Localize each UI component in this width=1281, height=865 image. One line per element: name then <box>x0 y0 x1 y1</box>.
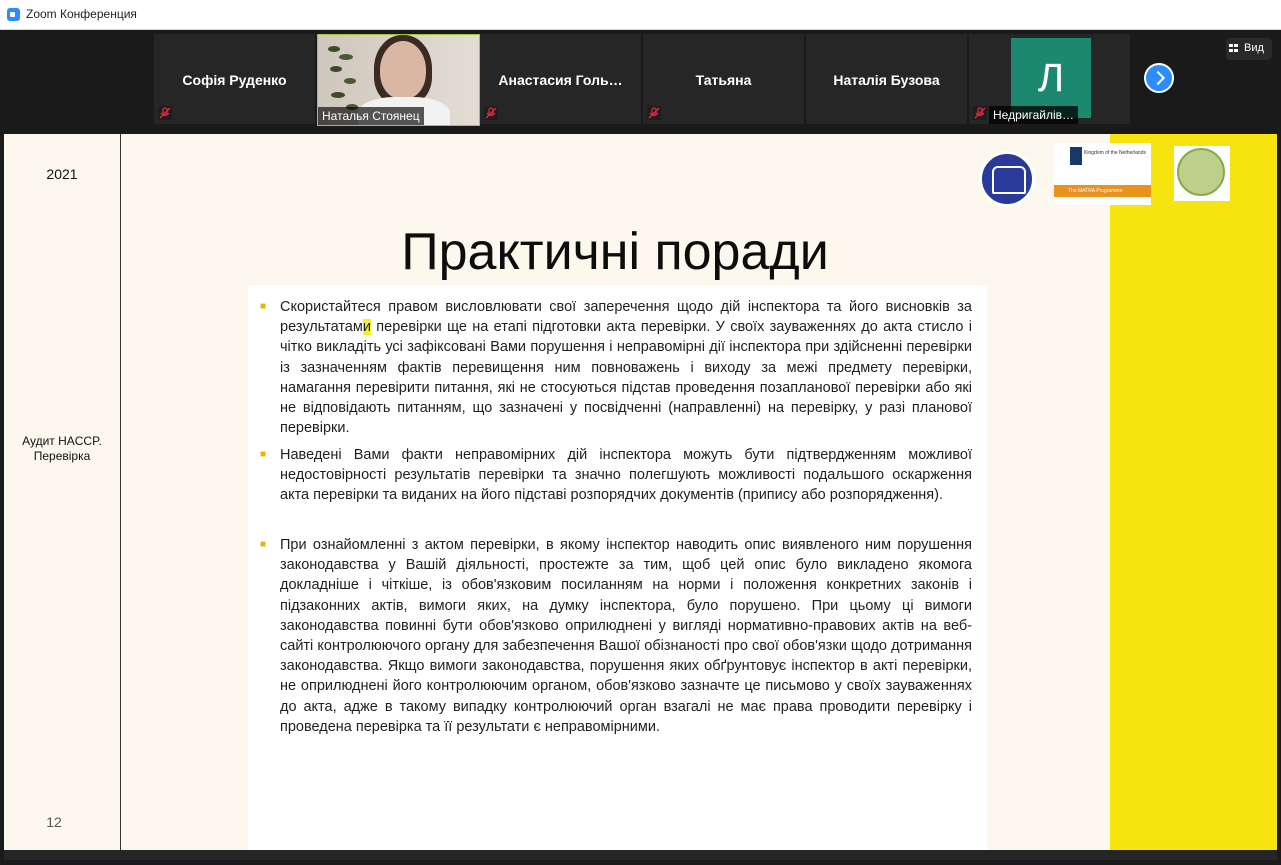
bullet-item <box>260 445 972 506</box>
participant-tile[interactable] <box>806 34 967 124</box>
crest-logo <box>979 151 1035 207</box>
window-title: Zoom Конференция <box>26 7 137 21</box>
participant-name: Недригайлів… <box>989 106 1078 124</box>
netherlands-logo: Kingdom of the Netherlands The MATRA Programme <box>1054 143 1151 205</box>
bottom-bar <box>4 850 1277 860</box>
slide-left-panel <box>4 134 121 850</box>
participant-tile[interactable] <box>643 34 804 124</box>
bullet-icon: ■ <box>260 539 267 550</box>
side-note-line: Аудит HACCP. <box>22 434 102 448</box>
participant-name: Наталья Стоянец <box>318 107 424 125</box>
view-button[interactable] <box>1226 38 1272 60</box>
organization-logo <box>1174 146 1230 201</box>
grid-icon <box>1229 44 1239 53</box>
muted-mic-icon <box>973 106 987 120</box>
next-page-button[interactable] <box>1144 63 1174 93</box>
bullet-item <box>260 297 972 438</box>
participant-name: Софія Руденко <box>182 72 287 88</box>
bullet-icon: ■ <box>260 301 267 312</box>
slide-title: Практичні поради <box>401 223 829 281</box>
bullet-text: Наведені Вами факти неправомірних дій інспектора можуть бути підтвердженням можливої недостовірності результатів перевірки та значно полегшують можливості подальшого оскарження акта перевірки та виданих на його підставі розпорядчих документів (припису або розпорядження). <box>280 447 972 504</box>
bullet-text: При ознайомленні з актом перевірки, в якому інспектор наводить опис виявленого ним порушення законодавства у Вашій діяльності, простежте за тим, щоб цей опис було викладено якомога докладніше і чіткіше, із обов'язковим посиланням на норми і положення конкретних законів і підзаконних актів, вимоги яких, на думку інспектора, було порушено. При цьому ці вимоги законодавства повинні бути обов'язково оприлюднені у вигляді нормативно-правових актів на веб-сайті контролюючого органу для забезпечення Вашої обізнаності про свої обов'язки щодо дотримання законодавства. Якщо вимоги законодавства, порушення яких обґрунтовує інспектор в акті перевірки, не оприлюднені його контролюючим органом, обов'язково зазначте це письмово у своїх зауваженнях до акта, адже в такому випадку контролюючий орган взагалі не має права проводити перевірку і проведена перевірка та її результати є неправомірними. <box>280 537 972 735</box>
bullet-text: перевірки ще на етапі підготовки акта перевірки. У своїх зауваженнях до акта стисло і чітко викладіть усі зафіксовані Вами порушення і неправомірні дії інспектора при здійсненні перевірки із зазначенням фактів перевищення ним повноважень і виходу за межі предмету перевірки, намагання перевірити питання, які не стосуються підстав проведення позапланової перевірки або які не відповідають питанням, що зазначені у посвідченні (направленні) на перевірку, у разі планової перевірки. <box>280 319 972 437</box>
participant-tile[interactable] <box>480 34 641 124</box>
bullet-text: Скористайтеся правом висловлювати свої заперечення щодо дій інспектора та його висновків за результатам <box>280 299 972 336</box>
slide-page-number: 12 <box>46 814 62 830</box>
highlighted-text: и <box>362 319 371 336</box>
bullet-icon: ■ <box>260 449 267 460</box>
shared-screen-slide <box>4 134 1277 850</box>
slide-text-box <box>248 285 987 850</box>
participant-name: Татьяна <box>695 72 752 88</box>
slide-year: 2021 <box>46 166 78 182</box>
side-note-line: Перевірка <box>33 449 91 463</box>
muted-mic-icon <box>484 106 498 120</box>
slide-accent-bar <box>1110 134 1277 850</box>
bullet-item <box>260 535 972 737</box>
participant-tile-active-speaker[interactable] <box>317 34 480 126</box>
slide-side-note <box>12 434 112 464</box>
view-label: Вид <box>1244 42 1264 54</box>
participant-tile[interactable] <box>969 34 1130 124</box>
participant-tile[interactable] <box>154 34 315 124</box>
avatar: Л <box>1011 38 1091 118</box>
participant-name: Наталія Бузова <box>833 72 940 88</box>
participant-name: Анастасия Голь… <box>498 72 623 88</box>
muted-mic-icon <box>647 106 661 120</box>
muted-mic-icon <box>158 106 172 120</box>
participant-strip <box>4 30 1277 134</box>
meeting-window <box>4 30 1277 860</box>
window-titlebar <box>0 0 1281 30</box>
zoom-app-icon <box>7 8 20 21</box>
